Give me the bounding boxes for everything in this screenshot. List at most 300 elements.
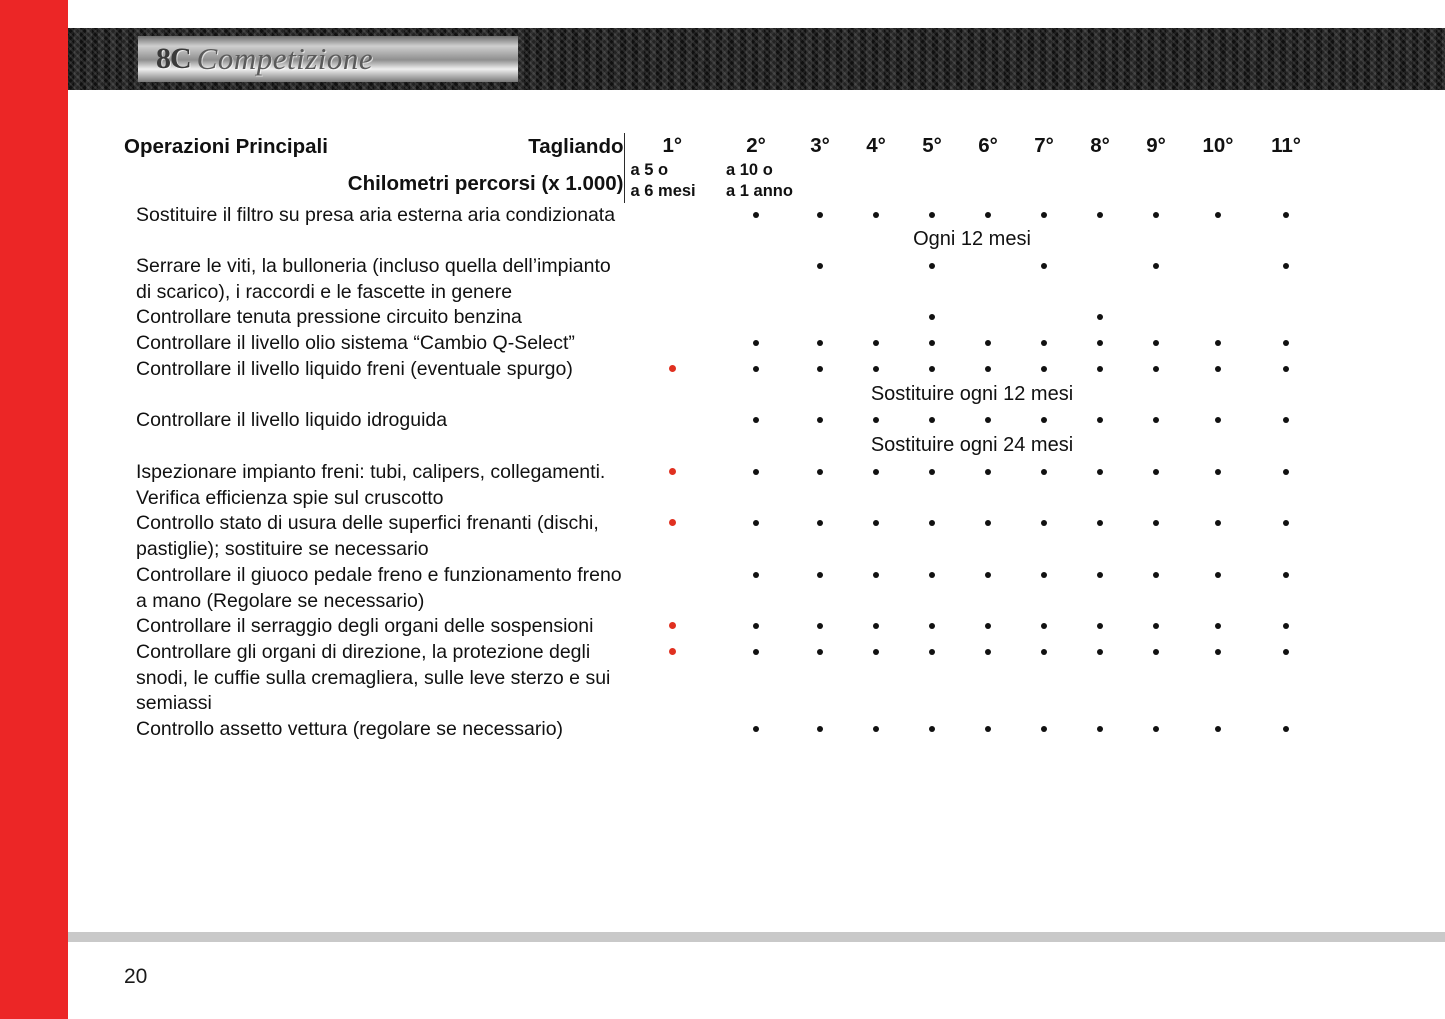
dot-icon xyxy=(817,520,823,526)
service-dot xyxy=(792,254,848,305)
service-dot xyxy=(904,331,960,357)
dot-icon xyxy=(985,340,991,346)
dot-icon xyxy=(817,366,823,372)
red-dot-icon xyxy=(669,365,676,372)
service-dot xyxy=(1128,408,1184,434)
dot-icon xyxy=(1153,212,1159,218)
service-empty xyxy=(624,408,720,434)
dot-icon xyxy=(817,340,823,346)
dot-icon xyxy=(1097,314,1103,320)
service-dot xyxy=(720,331,792,357)
dot-icon xyxy=(985,623,991,629)
service-dot xyxy=(792,357,848,383)
service-dot xyxy=(720,717,792,743)
column-header-3: 3° xyxy=(810,134,830,157)
service-dot xyxy=(1016,640,1072,717)
dot-icon xyxy=(873,366,879,372)
dot-icon xyxy=(1097,623,1103,629)
dot-icon xyxy=(1041,649,1047,655)
service-dot xyxy=(1128,357,1184,383)
service-dot xyxy=(1252,254,1320,305)
service-dot xyxy=(1016,460,1072,511)
table-row xyxy=(124,203,1320,229)
interval-note: Ogni 12 mesi xyxy=(913,228,1031,251)
column-header-8: 8° xyxy=(1090,134,1110,157)
column-header-4: 4° xyxy=(866,134,886,157)
service-dot xyxy=(1252,460,1320,511)
service-dot xyxy=(1128,331,1184,357)
service-dot xyxy=(1072,640,1128,717)
dot-icon xyxy=(873,623,879,629)
brand-logo xyxy=(138,36,518,82)
service-dot xyxy=(848,331,904,357)
service-dot xyxy=(904,717,960,743)
service-dot xyxy=(1016,254,1072,305)
service-empty xyxy=(960,254,1016,305)
operation-label: Serrare le viti, la bulloneria (incluso quella dell’impianto di scarico), i raccordi e le fascette in genere xyxy=(136,254,611,303)
dot-icon xyxy=(1283,340,1289,346)
dot-icon xyxy=(1153,726,1159,732)
dot-icon xyxy=(753,572,759,578)
service-dot xyxy=(1072,203,1128,229)
column-header-2-sub1: a 10 o xyxy=(726,160,773,179)
table-row xyxy=(124,640,1320,717)
service-dot xyxy=(904,203,960,229)
dot-icon xyxy=(753,623,759,629)
service-dot xyxy=(792,408,848,434)
service-dot xyxy=(1252,357,1320,383)
service-dot xyxy=(1128,563,1184,614)
service-dot xyxy=(1016,563,1072,614)
service-dot xyxy=(1252,640,1320,717)
operation-label: Controllare tenuta pressione circuito benzina xyxy=(136,306,522,329)
service-dot xyxy=(1016,408,1072,434)
service-dot xyxy=(848,408,904,434)
service-dot xyxy=(1072,460,1128,511)
dot-icon xyxy=(753,417,759,423)
brand-mark-8c: 8C xyxy=(156,42,191,75)
service-dot xyxy=(960,563,1016,614)
brand-wordmark: Competizione xyxy=(196,41,374,76)
service-dot xyxy=(792,614,848,640)
service-dot xyxy=(720,614,792,640)
red-dot-icon xyxy=(669,648,676,655)
column-header-6: 6° xyxy=(978,134,998,157)
dot-icon xyxy=(873,340,879,346)
dot-icon xyxy=(817,623,823,629)
service-dot xyxy=(1184,331,1252,357)
service-dot xyxy=(720,460,792,511)
column-header-5: 5° xyxy=(922,134,942,157)
dot-icon xyxy=(873,726,879,732)
maintenance-table-wrapper xyxy=(124,133,1320,743)
dot-icon xyxy=(1283,212,1289,218)
dot-icon xyxy=(1283,417,1289,423)
header-km-label: Chilometri percorsi (x 1.000) xyxy=(347,172,624,196)
operation-label: Controllare il livello liquido idroguida xyxy=(136,409,448,432)
dot-icon xyxy=(985,572,991,578)
service-dot xyxy=(720,357,792,383)
dot-icon xyxy=(929,520,935,526)
red-dot-icon xyxy=(669,519,676,526)
dot-icon xyxy=(873,649,879,655)
dot-icon xyxy=(929,263,935,269)
table-row xyxy=(124,563,1320,614)
dot-icon xyxy=(929,314,935,320)
maintenance-table xyxy=(124,133,1320,743)
dot-icon xyxy=(1041,340,1047,346)
dot-icon xyxy=(929,649,935,655)
footer-rule xyxy=(68,932,1445,942)
table-note-row xyxy=(124,228,1320,254)
page-number: 20 xyxy=(124,965,148,988)
service-dot xyxy=(1184,408,1252,434)
dot-icon xyxy=(1041,212,1047,218)
dot-icon xyxy=(1041,726,1047,732)
dot-icon xyxy=(929,726,935,732)
operation-label: Controllo assetto vettura (regolare se necessario) xyxy=(136,718,564,741)
dot-icon xyxy=(1215,520,1221,526)
dot-icon xyxy=(873,212,879,218)
dot-icon xyxy=(985,520,991,526)
service-empty xyxy=(1072,254,1128,305)
column-header-11: 11° xyxy=(1271,134,1301,157)
operation-label: Controllare il giuoco pedale freno e funzionamento freno a mano (Regolare se necessario) xyxy=(136,563,622,612)
service-dot xyxy=(1252,563,1320,614)
dot-icon xyxy=(1215,649,1221,655)
dot-icon xyxy=(1215,417,1221,423)
red-dot-icon xyxy=(669,468,676,475)
service-dot xyxy=(904,511,960,562)
service-dot xyxy=(792,511,848,562)
dot-icon xyxy=(1097,649,1103,655)
service-dot xyxy=(1016,614,1072,640)
dot-icon xyxy=(1153,649,1159,655)
dot-icon xyxy=(1041,263,1047,269)
dot-icon xyxy=(1041,572,1047,578)
service-dot xyxy=(1128,717,1184,743)
service-empty xyxy=(1184,305,1252,331)
service-empty xyxy=(720,254,792,305)
note-row-spacer xyxy=(124,383,624,409)
service-dot xyxy=(1072,511,1128,562)
dot-icon xyxy=(1283,469,1289,475)
dot-icon xyxy=(873,572,879,578)
column-header-9: 9° xyxy=(1146,134,1166,157)
table-note-row xyxy=(124,383,1320,409)
dot-icon xyxy=(985,417,991,423)
dot-icon xyxy=(1097,520,1103,526)
service-dot xyxy=(720,408,792,434)
dot-icon xyxy=(985,212,991,218)
operation-label: Controllo stato di usura delle superfici frenanti (dischi, pastiglie); sostituire se necessario xyxy=(136,512,599,561)
table-row xyxy=(124,614,1320,640)
service-dot xyxy=(1184,717,1252,743)
dot-icon xyxy=(929,366,935,372)
service-dot xyxy=(848,203,904,229)
table-row xyxy=(124,357,1320,383)
service-empty xyxy=(1184,254,1252,305)
red-dot-icon xyxy=(669,622,676,629)
service-dot xyxy=(1184,357,1252,383)
dot-icon xyxy=(1283,649,1289,655)
table-header-row xyxy=(124,133,1320,203)
service-dot xyxy=(1128,511,1184,562)
service-empty xyxy=(624,203,720,229)
dot-icon xyxy=(753,366,759,372)
dot-icon xyxy=(985,469,991,475)
service-dot xyxy=(792,460,848,511)
dot-icon xyxy=(929,212,935,218)
service-empty xyxy=(720,305,792,331)
dot-icon xyxy=(1215,340,1221,346)
dot-icon xyxy=(929,417,935,423)
dot-icon xyxy=(1153,340,1159,346)
dot-icon xyxy=(1097,572,1103,578)
service-dot xyxy=(960,717,1016,743)
dot-icon xyxy=(873,469,879,475)
service-dot xyxy=(1016,203,1072,229)
service-empty xyxy=(1128,305,1184,331)
dot-icon xyxy=(873,520,879,526)
service-empty xyxy=(624,254,720,305)
service-dot xyxy=(1016,511,1072,562)
service-dot xyxy=(1072,408,1128,434)
column-header-1-sub2: a 6 mesi xyxy=(630,182,696,201)
table-note-row xyxy=(124,434,1320,460)
service-empty xyxy=(624,563,720,614)
service-dot xyxy=(792,717,848,743)
dot-icon xyxy=(753,726,759,732)
dot-icon xyxy=(817,572,823,578)
operation-label: Sostituire il filtro su presa aria esterna aria condizionata xyxy=(136,203,616,226)
service-empty xyxy=(792,305,848,331)
service-dot xyxy=(904,563,960,614)
dot-icon xyxy=(1283,520,1289,526)
service-empty xyxy=(848,305,904,331)
column-header-2-sub2: a 1 anno xyxy=(726,182,793,201)
table-row xyxy=(124,408,1320,434)
service-dot xyxy=(1252,717,1320,743)
service-empty xyxy=(1252,305,1320,331)
service-dot xyxy=(720,563,792,614)
service-dot xyxy=(1072,305,1128,331)
dot-icon xyxy=(1215,366,1221,372)
service-dot xyxy=(720,203,792,229)
service-dot xyxy=(1016,357,1072,383)
dot-icon xyxy=(753,340,759,346)
header-tagliando-label: Tagliando xyxy=(528,135,624,158)
service-dot xyxy=(1072,563,1128,614)
service-dot xyxy=(848,563,904,614)
service-dot xyxy=(624,511,720,562)
service-dot xyxy=(848,460,904,511)
dot-icon xyxy=(929,572,935,578)
dot-icon xyxy=(1097,366,1103,372)
service-empty xyxy=(1016,305,1072,331)
service-dot xyxy=(960,203,1016,229)
dot-icon xyxy=(817,212,823,218)
service-dot xyxy=(960,640,1016,717)
dot-icon xyxy=(817,469,823,475)
dot-icon xyxy=(1097,340,1103,346)
service-dot xyxy=(624,614,720,640)
operation-label: Controllare il livello liquido freni (eventuale spurgo) xyxy=(136,357,573,380)
service-dot xyxy=(904,254,960,305)
header-ops-label: Operazioni Principali xyxy=(124,135,328,158)
service-dot xyxy=(624,357,720,383)
dot-icon xyxy=(1283,726,1289,732)
service-dot xyxy=(1128,254,1184,305)
table-row xyxy=(124,717,1320,743)
dot-icon xyxy=(985,726,991,732)
service-dot xyxy=(792,563,848,614)
table-row xyxy=(124,460,1320,511)
service-dot xyxy=(960,460,1016,511)
dot-icon xyxy=(873,417,879,423)
service-dot xyxy=(960,511,1016,562)
service-dot xyxy=(848,511,904,562)
service-dot xyxy=(1252,408,1320,434)
operation-label: Controllare il livello olio sistema “Cambio Q-Select” xyxy=(136,332,575,355)
service-dot xyxy=(904,408,960,434)
dot-icon xyxy=(1097,726,1103,732)
service-dot xyxy=(1016,331,1072,357)
dot-icon xyxy=(1041,366,1047,372)
page-spine xyxy=(0,0,68,1019)
dot-icon xyxy=(1153,417,1159,423)
interval-note: Sostituire ogni 12 mesi xyxy=(870,382,1074,405)
dot-icon xyxy=(1283,263,1289,269)
service-dot xyxy=(904,357,960,383)
note-row-spacer xyxy=(124,434,624,460)
service-dot xyxy=(1252,203,1320,229)
service-dot xyxy=(1128,460,1184,511)
header-ops-cell xyxy=(124,133,624,203)
service-dot xyxy=(848,357,904,383)
interval-note: Sostituire ogni 24 mesi xyxy=(870,434,1074,457)
operation-label: Controllare il serraggio degli organi delle sospensioni xyxy=(136,615,594,638)
service-dot xyxy=(720,511,792,562)
service-dot xyxy=(1252,511,1320,562)
column-header-1-sub1: a 5 o xyxy=(630,160,669,179)
service-dot xyxy=(792,203,848,229)
service-dot xyxy=(1072,331,1128,357)
dot-icon xyxy=(929,469,935,475)
service-dot xyxy=(1252,614,1320,640)
dot-icon xyxy=(1215,469,1221,475)
dot-icon xyxy=(985,366,991,372)
dot-icon xyxy=(1097,417,1103,423)
dot-icon xyxy=(1283,366,1289,372)
service-dot xyxy=(1016,717,1072,743)
service-dot xyxy=(904,614,960,640)
service-dot xyxy=(1184,563,1252,614)
service-dot xyxy=(1072,614,1128,640)
dot-icon xyxy=(753,212,759,218)
table-row xyxy=(124,305,1320,331)
service-dot xyxy=(848,614,904,640)
dot-icon xyxy=(817,263,823,269)
dot-icon xyxy=(1283,572,1289,578)
dot-icon xyxy=(817,417,823,423)
service-empty xyxy=(624,305,720,331)
service-empty xyxy=(624,717,720,743)
service-dot xyxy=(904,460,960,511)
dot-icon xyxy=(817,726,823,732)
dot-icon xyxy=(1283,623,1289,629)
service-empty xyxy=(848,254,904,305)
dot-icon xyxy=(817,649,823,655)
service-dot xyxy=(624,460,720,511)
dot-icon xyxy=(1041,623,1047,629)
service-dot xyxy=(1128,614,1184,640)
table-row xyxy=(124,511,1320,562)
service-dot xyxy=(1128,640,1184,717)
service-dot xyxy=(1184,640,1252,717)
column-header-1 xyxy=(624,133,720,203)
service-dot xyxy=(720,640,792,717)
dot-icon xyxy=(985,649,991,655)
service-dot xyxy=(1184,614,1252,640)
service-dot xyxy=(960,408,1016,434)
service-dot xyxy=(960,357,1016,383)
operation-label: Ispezionare impianto freni: tubi, calipers, collegamenti. Verifica efficienza spie sul cruscotto xyxy=(136,460,606,509)
service-dot xyxy=(624,640,720,717)
note-row-spacer xyxy=(124,228,624,254)
dot-icon xyxy=(753,649,759,655)
service-dot xyxy=(792,331,848,357)
dot-icon xyxy=(753,469,759,475)
service-dot xyxy=(848,717,904,743)
service-dot xyxy=(1072,357,1128,383)
dot-icon xyxy=(1153,469,1159,475)
dot-icon xyxy=(1153,520,1159,526)
service-dot xyxy=(1184,511,1252,562)
dot-icon xyxy=(1153,572,1159,578)
table-row xyxy=(124,331,1320,357)
service-dot xyxy=(792,640,848,717)
column-header-10: 10° xyxy=(1202,134,1234,157)
dot-icon xyxy=(1215,212,1221,218)
dot-icon xyxy=(929,340,935,346)
service-dot xyxy=(1128,203,1184,229)
dot-icon xyxy=(1153,623,1159,629)
column-header-7: 7° xyxy=(1034,134,1054,157)
service-empty xyxy=(624,331,720,357)
service-dot xyxy=(1184,203,1252,229)
dot-icon xyxy=(1097,469,1103,475)
service-dot xyxy=(1184,460,1252,511)
service-empty xyxy=(960,305,1016,331)
dot-icon xyxy=(929,623,935,629)
dot-icon xyxy=(1153,263,1159,269)
dot-icon xyxy=(1153,366,1159,372)
dot-icon xyxy=(1215,623,1221,629)
dot-icon xyxy=(1041,469,1047,475)
column-header-2 xyxy=(720,133,792,203)
service-dot xyxy=(1072,717,1128,743)
column-header-1-number: 1° xyxy=(662,134,683,157)
dot-icon xyxy=(1097,212,1103,218)
dot-icon xyxy=(1215,726,1221,732)
dot-icon xyxy=(1041,520,1047,526)
dot-icon xyxy=(753,520,759,526)
operation-label: Controllare gli organi di direzione, la protezione degli snodi, le cuffie sulla cremagliera, sulle leve sterzo e sui semiassi xyxy=(136,641,611,715)
column-header-2-number: 2° xyxy=(746,134,766,157)
service-dot xyxy=(904,640,960,717)
table-row xyxy=(124,254,1320,305)
